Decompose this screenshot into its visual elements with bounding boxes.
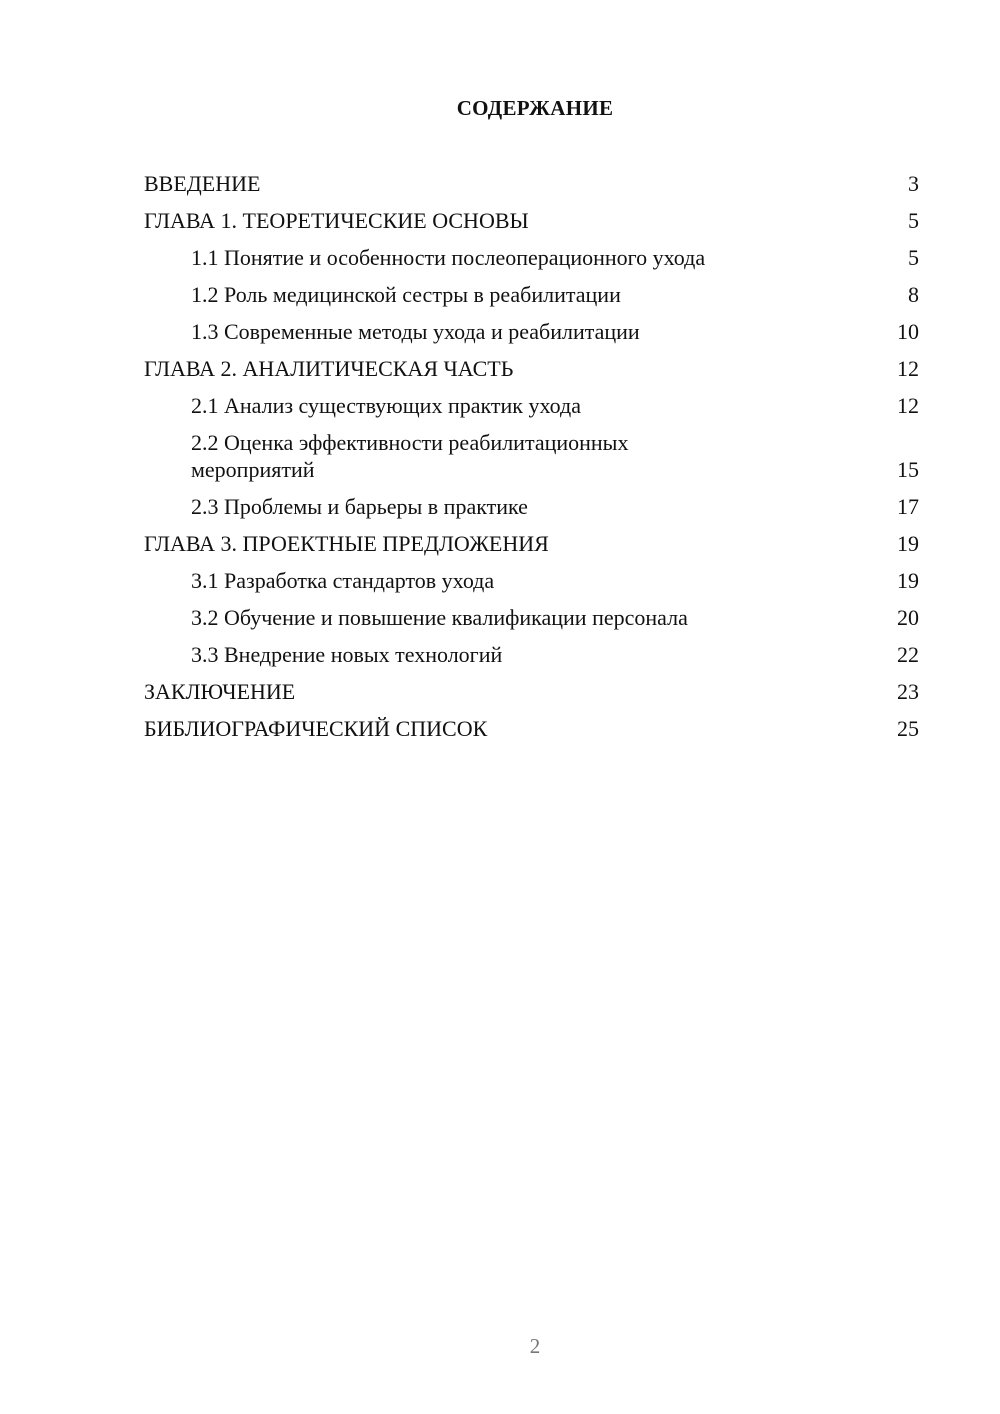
page-title: СОДЕРЖАНИЕ [456,96,614,120]
toc-entry-label: 2.2 Оценка эффективности реабилитационных мероприятий [191,430,629,482]
toc-entry-chapter-1 [144,207,919,234]
toc-entry-label: ВВЕДЕНИЕ [144,171,261,196]
toc-entry-label: ГЛАВА 1. ТЕОРЕТИЧЕСКИЕ ОСНОВЫ [144,208,529,233]
toc-entry-label: ЗАКЛЮЧЕНИЕ [144,679,296,704]
toc-entry-page: 23 [897,679,919,704]
toc-entry-page: 5 [908,245,919,270]
toc-entry-label: 1.1 Понятие и особенности послеоперационного ухода [191,245,706,270]
toc-entry-section-1-3 [144,318,919,345]
toc-entry-page: 12 [897,393,919,418]
toc-entry-section-2-2 [144,429,919,483]
toc-entry-page: 8 [908,282,919,307]
toc-entry-bibliography [144,715,919,742]
toc-entry-label: 1.2 Роль медицинской сестры в реабилитации [191,282,621,307]
toc-entry-section-1-1 [144,244,919,271]
toc-entry-label: ГЛАВА 3. ПРОЕКТНЫЕ ПРЕДЛОЖЕНИЯ [144,531,549,556]
toc-entry-label: 1.3 Современные методы ухода и реабилитации [191,319,640,344]
toc-entry-chapter-3 [144,530,919,557]
toc-entry-page: 15 [897,457,919,482]
toc-entry-page: 25 [897,716,919,741]
toc-entry-page: 17 [897,494,919,519]
toc-entry-label: ГЛАВА 2. АНАЛИТИЧЕСКАЯ ЧАСТЬ [144,356,514,381]
toc-entry-page: 3 [908,171,919,196]
toc-entry-page: 19 [897,531,919,556]
toc-entry-section-2-3 [144,493,919,520]
toc-entry-label: БИБЛИОГРАФИЧЕСКИЙ СПИСОК [144,716,488,741]
toc-entry-section-3-1 [144,567,919,594]
toc-entry-section-3-3 [144,641,919,668]
toc-entry-label: 2.1 Анализ существующих практик ухода [191,393,581,418]
table-of-contents [144,170,919,752]
toc-entry-section-3-2 [144,604,919,631]
toc-entry-page: 22 [897,642,919,667]
toc-entry-label: 3.3 Внедрение новых технологий [191,642,503,667]
toc-entry-chapter-2 [144,355,919,382]
toc-entry-page: 10 [897,319,919,344]
toc-entry-section-2-1 [144,392,919,419]
toc-entry-page: 20 [897,605,919,630]
toc-entry-introduction [144,170,919,197]
toc-entry-label: 2.3 Проблемы и барьеры в практике [191,494,528,519]
toc-entry-page: 12 [897,356,919,381]
toc-entry-label: 3.1 Разработка стандартов ухода [191,568,495,593]
toc-entry-section-1-2 [144,281,919,308]
page-number: 2 [529,1334,541,1358]
toc-entry-page: 19 [897,568,919,593]
toc-entry-page: 5 [908,208,919,233]
toc-entry-label: 3.2 Обучение и повышение квалификации персонала [191,605,688,630]
toc-entry-conclusion [144,678,919,705]
